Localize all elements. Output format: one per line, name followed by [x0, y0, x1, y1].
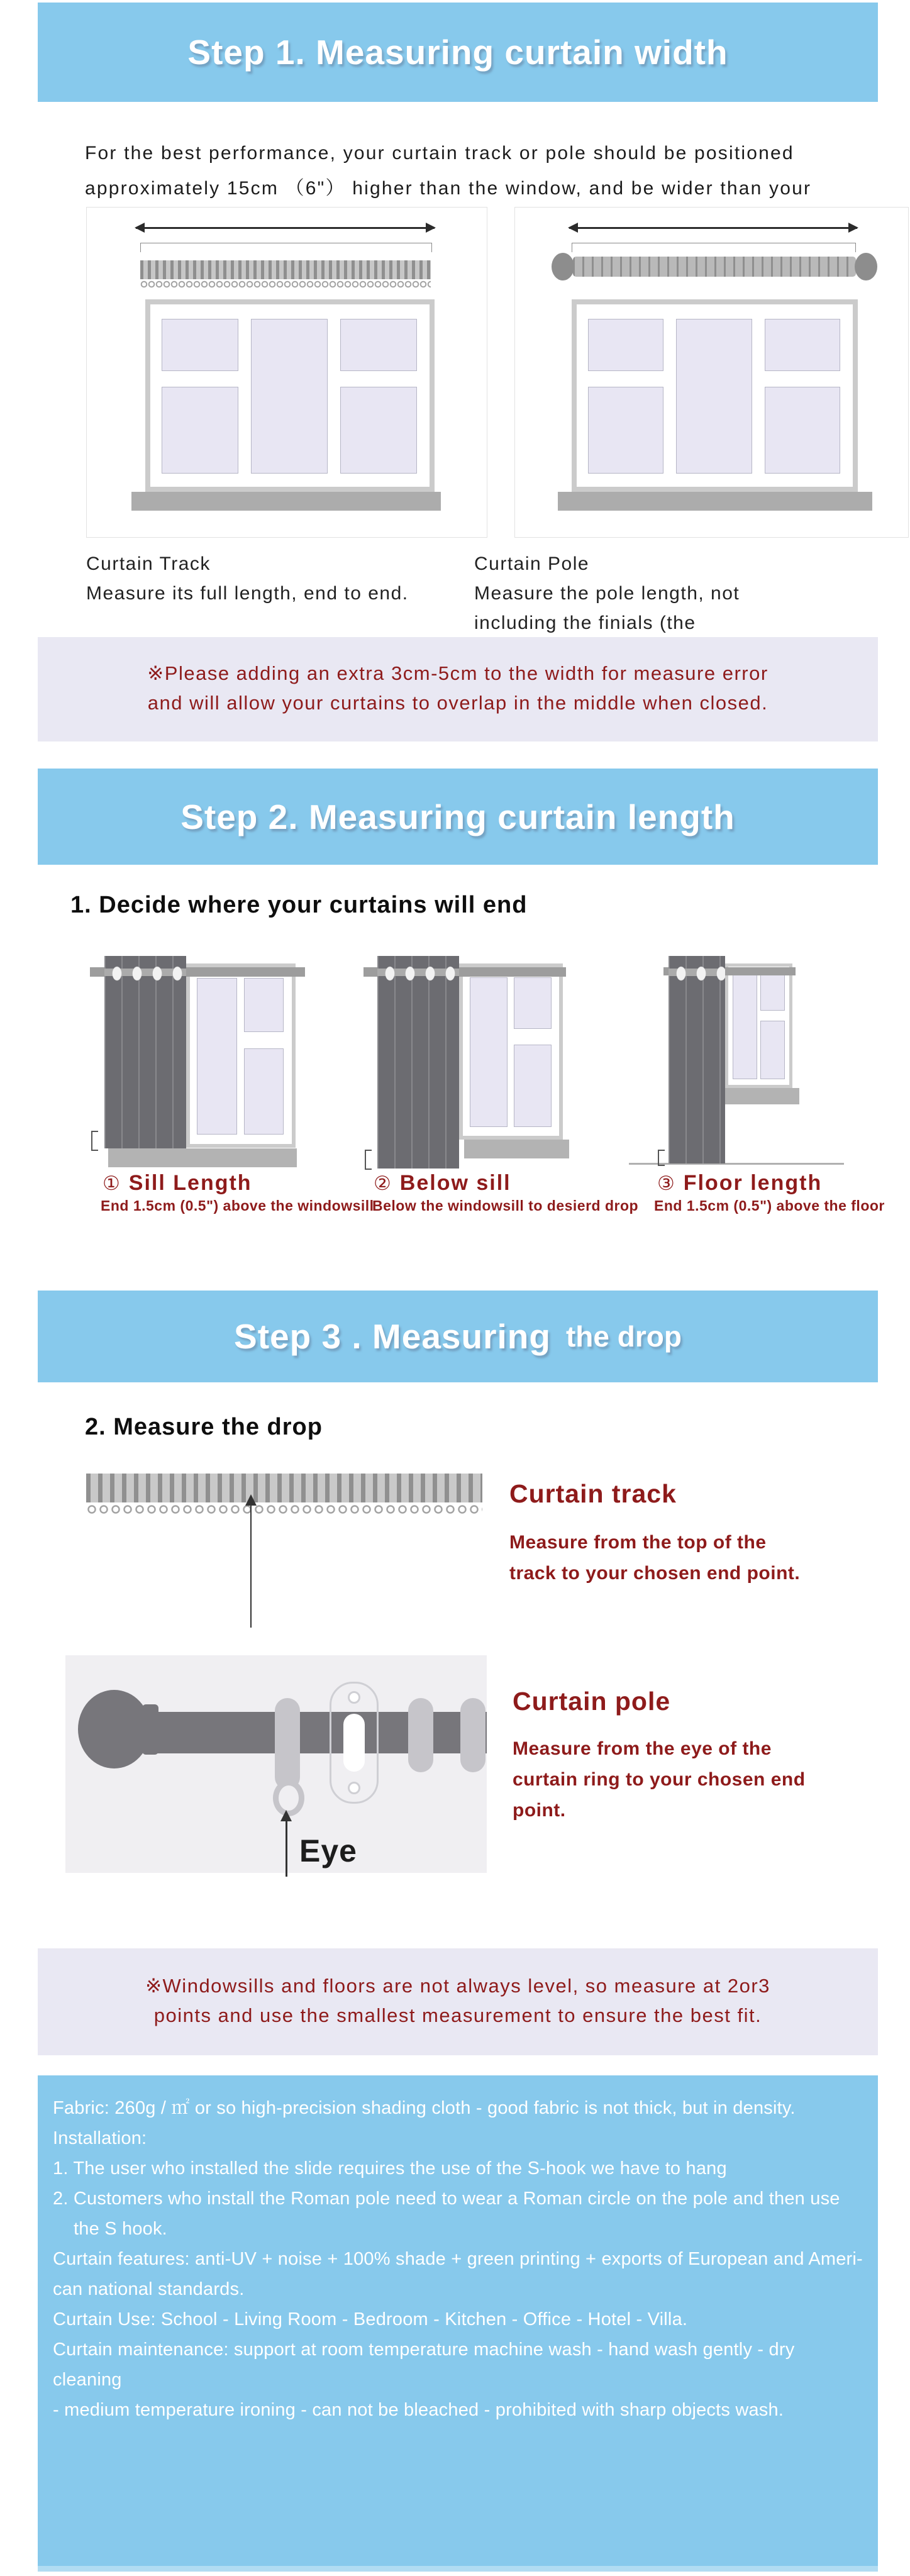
curtain-pole-caption: [474, 549, 740, 638]
level-note: [38, 1948, 878, 2055]
width-arrow-icon: [136, 227, 435, 229]
curtain-panel: [669, 956, 725, 1163]
curtain-ring: [275, 1698, 300, 1790]
wall-bracket: [330, 1682, 379, 1804]
footer-line: Curtain Use: School - Living Room - Bedroom - Kitchen - Office - Hotel - Villa.: [53, 2309, 688, 2329]
step1-intro-paragraph: [85, 136, 811, 206]
width-arrow-icon: [569, 227, 857, 229]
curtain-pole-illustration: [573, 257, 856, 277]
windowsill: [131, 492, 441, 511]
step2-banner-text: Step 2. Measuring curtain length: [180, 797, 735, 836]
pole-caption-desc-1: Measure the pole length, not: [474, 583, 740, 604]
footer-line: Fabric: 260g / ㎡ or so high-precision shading cloth - good fabric is not thick, but in density.: [53, 2098, 796, 2118]
step2-banner: [38, 769, 878, 865]
curtain-pole-diagram: [514, 207, 909, 538]
curtain-track-illustration: [86, 1474, 482, 1502]
footer-line: Curtain maintenance: support at room temperature machine wash - hand wash gently - dry cleaning: [53, 2340, 800, 2390]
level-note-line-1: ※Windowsills and floors are not always level, so measure at 2or3: [145, 1975, 770, 1997]
floor-length-figure: [641, 943, 910, 1233]
footer-line: 2. Customers who install the Roman pole need to wear a Roman circle on the pole and then use: [53, 2189, 840, 2209]
window-illustration: [186, 963, 296, 1148]
intro-line-1: For the best performance, your curtain track or pole should be positioned: [85, 143, 794, 164]
curtain-track-diagram: [86, 207, 487, 538]
step3-banner-subtext: the drop: [565, 1320, 682, 1353]
windowsill: [464, 1140, 569, 1158]
footer-line: Curtain features: anti-UV + noise + 100% shade + green printing + exports of European and Ameri-: [53, 2249, 863, 2269]
curtain-panel: [377, 956, 459, 1169]
step3-heading: 2. Measure the drop: [85, 1414, 323, 1440]
pole-finial-left: [552, 253, 574, 280]
intro-line-2: approximately 15cm （6"） higher than the window, and be wider than your: [85, 178, 812, 199]
footer-line: the S hook.: [53, 2219, 167, 2239]
drop-arrow-icon: [250, 1504, 252, 1628]
pole-drop-desc: Measure from the eye of the curtain ring to your chosen end point.: [513, 1738, 806, 1821]
track-hooks: [140, 279, 431, 289]
track-caption-title: Curtain Track: [86, 553, 211, 574]
footer-line: can national standards.: [53, 2279, 245, 2299]
pole-drop-title: Curtain pole: [513, 1687, 671, 1716]
screw-icon: [348, 1691, 360, 1704]
windowsill: [718, 1088, 799, 1104]
step3-banner: [38, 1291, 878, 1382]
window-illustration: [725, 963, 792, 1088]
width-note-line-1: ※Please adding an extra 3cm-5cm to the width for measure error: [147, 662, 769, 684]
step1-banner: [38, 3, 878, 102]
sill-length-figure: [53, 943, 374, 1233]
level-note-line-2: points and use the smallest measurement to ensure the best fit.: [153, 2004, 762, 2026]
option2-desc: Below the windowsill to desierd drop: [372, 1197, 639, 1214]
footer-line: 1. The user who installed the slide requires the use of the S-hook we have to hang: [53, 2158, 727, 2179]
pole-finial-right: [855, 253, 877, 280]
length-bracket-icon: [365, 1150, 372, 1170]
length-bracket-icon: [91, 1131, 98, 1151]
measure-bracket: [572, 243, 856, 252]
width-note-line-2: and will allow your curtains to overlap in the middle when closed.: [147, 692, 769, 714]
option1-desc: End 1.5cm (0.5") above the windowsill: [101, 1197, 374, 1214]
screw-icon: [348, 1782, 360, 1794]
bracket-slot: [343, 1714, 365, 1772]
length-bracket-icon: [658, 1150, 665, 1166]
windowsill: [558, 492, 872, 511]
option3-title: ③ Floor length: [657, 1171, 823, 1195]
pole-eye-diagram: [65, 1655, 487, 1873]
track-hooks: [86, 1504, 482, 1515]
pole-caption-title: Curtain Pole: [474, 553, 590, 574]
option2-title: ② Below sill: [374, 1171, 511, 1195]
window-illustration: [459, 963, 563, 1140]
option1-title: ① Sill Length: [103, 1171, 252, 1195]
option2-number: ②: [374, 1172, 392, 1194]
pole-bar: [153, 1712, 487, 1753]
pole-caption-desc-2: including the finials (the: [474, 613, 696, 633]
product-details-panel: [38, 2075, 878, 2572]
track-drop-desc: Measure from the top of the track to your chosen end point.: [509, 1532, 801, 1584]
windowsill: [108, 1148, 297, 1167]
track-caption-desc: Measure its full length, end to end.: [86, 583, 409, 604]
eye-arrow-icon: [286, 1820, 287, 1877]
step1-banner-text: Step 1. Measuring curtain width: [187, 33, 728, 72]
option3-desc: End 1.5cm (0.5") above the floor: [654, 1197, 885, 1214]
width-note: [38, 637, 878, 741]
pole-finial: [78, 1690, 150, 1768]
footer-line: Installation:: [53, 2128, 147, 2148]
step2-heading: 1. Decide where your curtains will end: [70, 892, 528, 918]
curtain-ring: [460, 1698, 486, 1772]
eye-label: Eye: [299, 1833, 357, 1868]
track-drop-title: Curtain track: [509, 1479, 677, 1508]
curtain-panel: [104, 956, 186, 1148]
option3-number: ③: [657, 1172, 676, 1194]
footer-line: - medium temperature ironing - can not be bleached - prohibited with sharp objects wash.: [53, 2400, 784, 2420]
step3-banner-text: Step 3 . Measuring: [234, 1317, 551, 1356]
curtain-track-caption: [86, 549, 409, 608]
window-illustration: [145, 299, 435, 492]
option1-number: ①: [103, 1172, 121, 1194]
curtain-track-illustration: [140, 260, 431, 279]
below-sill-figure: [352, 943, 639, 1233]
curtain-ring: [408, 1698, 433, 1772]
measure-bracket: [140, 243, 432, 252]
window-illustration: [572, 299, 858, 492]
